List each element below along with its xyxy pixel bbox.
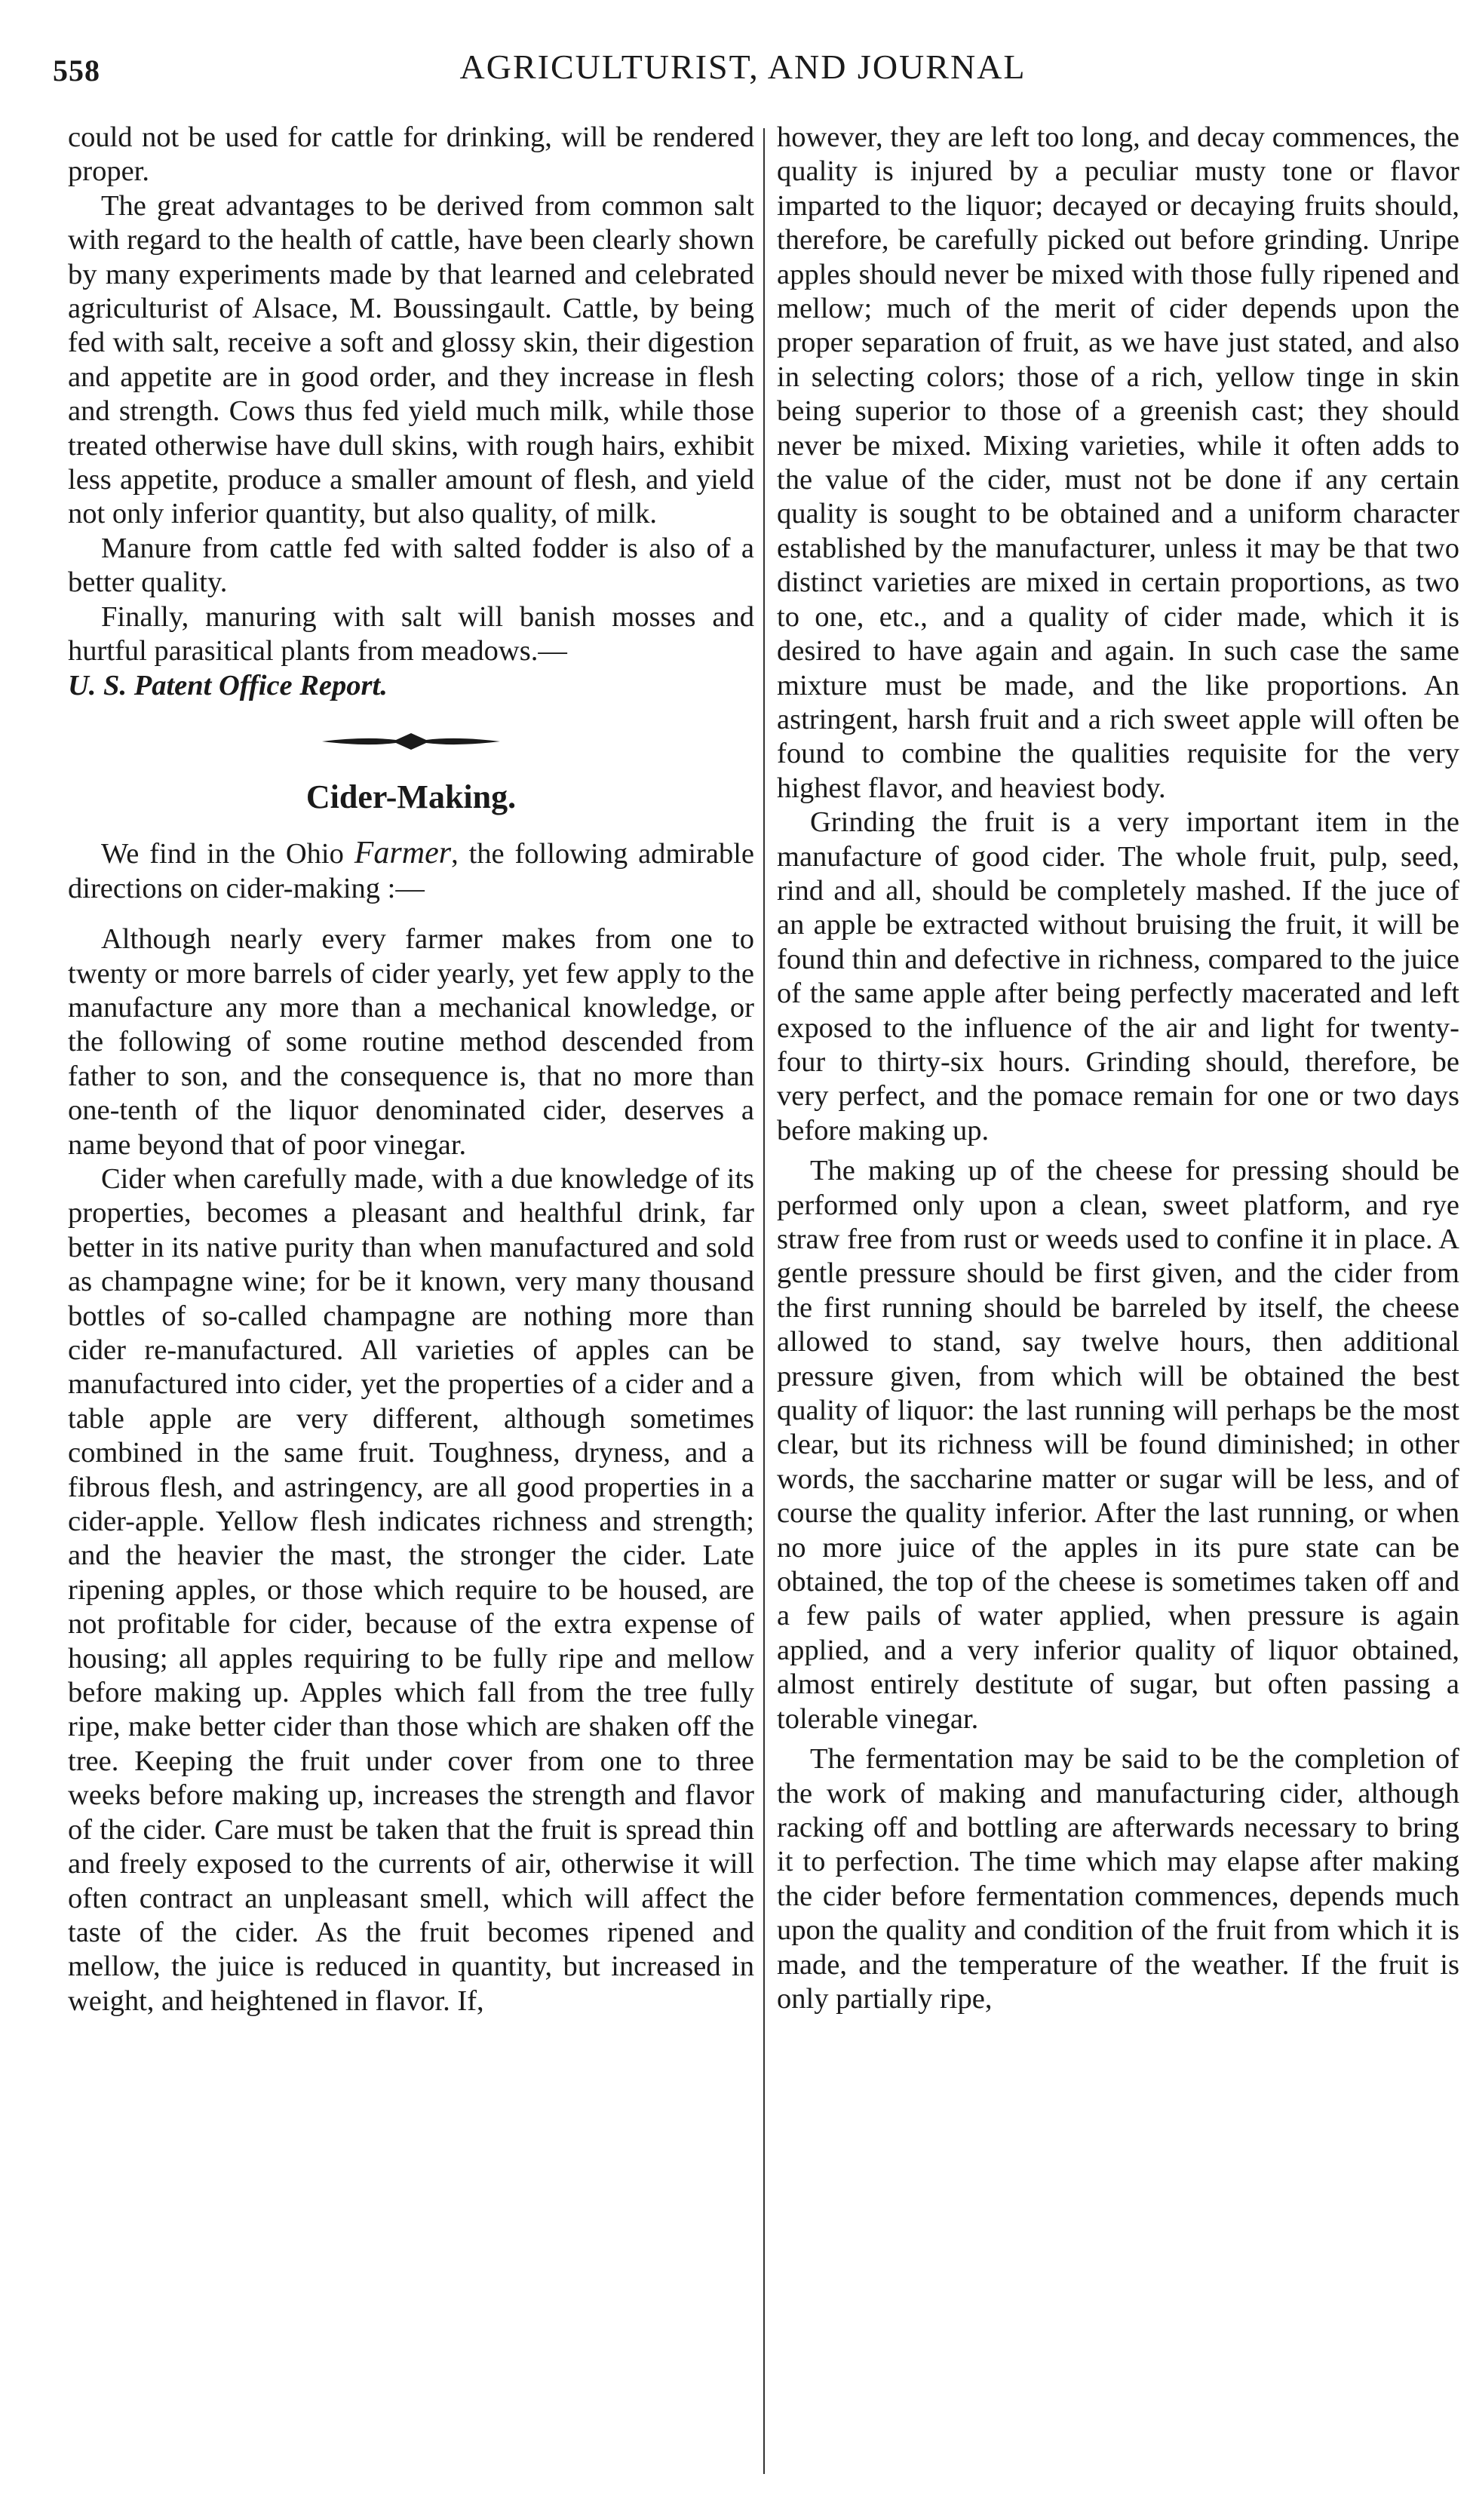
paragraph: The fermentation may be said to be the completion of the work of making and manufacturing cider, although racking off and bottling are afterwards necessary to bring it to perfection. The time which may elapse after making the cider before fermentation commences, depends much upon the quality and condition of the fruit from which it is made, and the temperature of the weather. If the fruit is only partially ripe, xyxy=(777,1743,1459,2015)
paragraph: Although nearly every farmer makes from one to twenty or more barrels of cider yearly, yet few apply to the manufacture any more than a mechanical knowledge, or the following of some routine method descended from father to son, and the consequence is, that no more than one-tenth of the liquor denominated cider, deserves a name beyond that of poor vinegar. xyxy=(68,923,754,1161)
page-number: 558 xyxy=(53,54,100,87)
section-heading: Cider-Making. xyxy=(305,778,517,815)
paragraph: Grinding the fruit is a very important item in the manufacture of good cider. The whole fruit, pulp, seed, rind and all, should be completely mashed. If the juce of an apple be extracted without bruising the fruit, it will be found thin and defective in richness, compared to the juice of the same apple after being perfectly macerated and left exposed to the influence of the air and light for twenty-four to thirty-six hours. Grinding should, therefore, be very perfect, and the pomace remain for one or two days before making up. xyxy=(777,806,1459,1146)
left-column xyxy=(68,121,754,2018)
page-header xyxy=(53,47,1433,100)
paragraph: Finally, manuring with salt will banish mosses and hurtful parasitical plants from meadows.— xyxy=(68,600,754,668)
paragraph: The great advantages to be derived from common salt with regard to the health of cattle, have been clearly shown by many experiments made by that learned and celebrated agriculturist of Alsace, M. Boussingault. Cattle, by being fed with salt, receive a soft and glossy skin, their digestion and appetite are in good order, and they increase in flesh and strength. Cows thus fed yield much milk, while those treated otherwise have dull skins, with rough hairs, exhibit less appetite, produce a smaller amount of flesh, and yield not only inferior quantity, but also quality, of milk. xyxy=(68,189,754,530)
article-source: U. S. Patent Office Report. xyxy=(68,669,388,701)
right-column xyxy=(777,121,1459,2504)
paragraph: Cider when carefully made, with a due knowledge of its properties, becomes a pleasant and healthful drink, far better in its native purity than when manufactured and sold as champagne wine; for be it known, very many thousand bottles of so-called champagne are nothing more than cider re-manufactured. All varieties of apples can be manufactured into cider, yet the properties of a cider and a table apple are very different, although sometimes combined in the same fruit. Toughness, dryness, and a fibrous flesh, and astringency, are all good properties in a cider-apple. Yellow flesh indicates richness and strength; and the heavier the mast, the stronger the cider. Late ripening apples, or those which require to be housed, are not profitable for cider, because of the extra expense of housing; all apples requiring to be fully ripe and mellow before making up. Apples which fall from the tree fully ripe, make better cider than those which are shaken off the tree. Keeping the fruit under cover from one to three weeks before making up, increases the strength and flavor of the cider. Care must be taken that the fruit is spread thin and freely exposed to the currents of air, otherwise it will often contract an unpleasant smell, which will affect the taste of the cider. As the fruit becomes ripened and mellow, the juice is reduced in quantity, but increased in weight, and heightened in flavor. If, xyxy=(68,1162,754,2017)
running-title: AGRICULTURIST, AND JOURNAL xyxy=(459,48,1026,86)
paragraph: The making up of the cheese for pressing should be performed only upon a clean, sweet platform, and rye straw free from rust or weeds used to confine it in place. A gentle pressure should be first given, and the cider from the first running should be barreled by itself, the cheese allowed to stand, say twelve hours, then additional pressure given, from which will be obtained the best quality of liquor: the last running will perhaps be the most clear, but its richness will be found diminished; in other words, the saccharine matter or sugar will be less, and of course the quality inferior. After the last running, or when no more juice of the apples in its pure state can be obtained, the top of the cheese is sometimes taken off and a few pails of water applied, when pressure is again applied, and a very inferior quality of liquor obtained, almost entirely destitute of sugar, but often passing a tolerable vinegar. xyxy=(777,1155,1459,1735)
paragraph: Manure from cattle fed with salted fodder is also of a better quality. xyxy=(68,532,754,599)
column-divider xyxy=(763,128,765,2474)
paragraph: however, they are left too long, and decay commences, the quality is injured by a peculiar musty tone or flavor imparted to the liquor; decayed or decaying fruits should, therefore, be carefully picked out before grinding. Unripe apples should never be mixed with those fully ripened and mellow; much of the merit of cider depends upon the proper separation of fruit, as we have just stated, and also in selecting colors; those of a rich, yellow tinge in skin being superior to those of a greenish cast; they should never be mixed. Mixing varieties, while it often adds to the value of the cider, must not be done if any certain quality is sought to be obtained and a uniform character established by the manufacturer, unless it may be that two distinct varieties are mixed in certain proportions, as two to one, etc., and a quality of cider made, which it is desired to have again and again. In such case the same mixture must be made, and the like proportions. An astringent, harsh fruit and a rich sweet apple will often be found to combine the qualities requisite for the very highest flavor, and heaviest body. xyxy=(777,121,1459,804)
intro-text: , the following admirable directions on cider-making :— xyxy=(68,838,754,904)
section-divider-ornament xyxy=(321,729,502,754)
intro-text: We find in the Ohio xyxy=(101,838,354,870)
paragraph: could not be used for cattle for drinking, will be rendered proper. xyxy=(68,121,754,188)
article-intro xyxy=(68,836,754,906)
publication-name: Farmer xyxy=(354,836,452,871)
